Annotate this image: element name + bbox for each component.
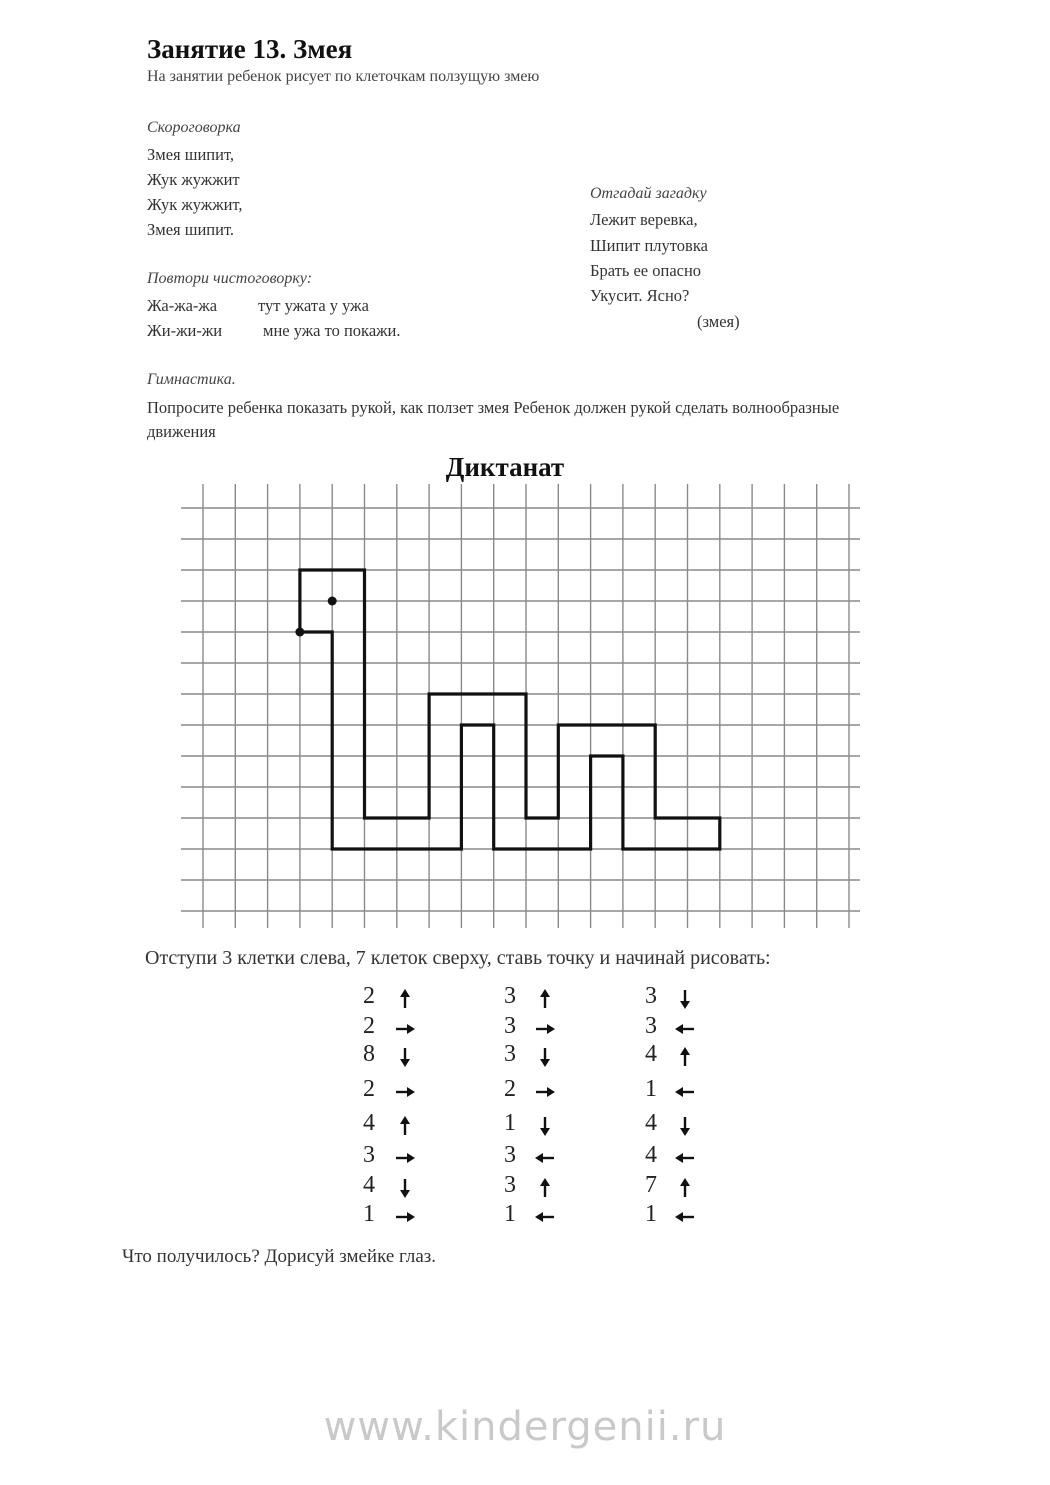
step-count: 3 — [645, 1013, 657, 1039]
arrow-left-icon — [533, 1205, 557, 1229]
arrow-down-icon — [393, 1176, 417, 1200]
gymnastics-heading: Гимнастика. — [147, 371, 236, 388]
step-count: 2 — [363, 1076, 375, 1102]
step-count: 3 — [504, 1013, 516, 1039]
arrow-down-icon — [673, 987, 697, 1011]
step-count: 7 — [645, 1172, 657, 1198]
riddle-heading: Отгадай загадку — [590, 185, 707, 202]
pure-twister-heading: Повтори чистоговорку: — [147, 270, 313, 287]
riddle-line: Шипит плутовка — [590, 236, 708, 255]
pure-twister-part-a: Жа-жа-жа — [147, 296, 218, 315]
intro-text: На занятии ребенок рисует по клеточкам ползущую змею — [147, 68, 540, 85]
arrow-down-icon — [533, 1045, 557, 1069]
closing-question: Что получилось? Дорисуй змейке глаз. — [122, 1246, 437, 1267]
arrow-left-icon — [673, 1017, 697, 1041]
step-count: 4 — [645, 1110, 657, 1136]
riddle-line: Укусит. Ясно? — [590, 286, 690, 305]
arrow-right-icon — [533, 1080, 557, 1104]
arrow-up-icon — [533, 987, 557, 1011]
arrow-right-icon — [393, 1146, 417, 1170]
step-count: 1 — [645, 1076, 657, 1102]
pure-twister-part-b: мне ужа то покажи. — [263, 321, 401, 340]
dictation-instruction: Отступи 3 клетки слева, 7 клеток сверху, ставь точку и начинай рисовать: — [145, 947, 771, 969]
step-count: 1 — [363, 1201, 375, 1227]
step-count: 3 — [504, 1142, 516, 1168]
tongue-twister-line: Змея шипит. — [147, 220, 235, 239]
step-count: 1 — [645, 1201, 657, 1227]
step-count: 8 — [363, 1041, 375, 1067]
step-count: 2 — [363, 1013, 375, 1039]
step-count: 1 — [504, 1201, 516, 1227]
arrow-down-icon — [393, 1045, 417, 1069]
step-count: 4 — [645, 1142, 657, 1168]
snake-eye-dot — [328, 597, 337, 606]
arrow-up-icon — [673, 1176, 697, 1200]
snake-path — [300, 570, 720, 849]
start-dot — [295, 628, 304, 637]
pure-twister-part-b: тут ужата у ужа — [258, 296, 369, 315]
watermark: www.kindergenii.ru — [323, 1404, 727, 1450]
step-count: 3 — [645, 983, 657, 1009]
arrow-left-icon — [673, 1080, 697, 1104]
arrow-left-icon — [673, 1205, 697, 1229]
tongue-twister-line: Жук жужжит — [147, 170, 240, 189]
step-count: 3 — [363, 1142, 375, 1168]
step-count: 1 — [504, 1110, 516, 1136]
arrow-down-icon — [533, 1114, 557, 1138]
grid-lines — [181, 484, 860, 928]
arrow-right-icon — [533, 1017, 557, 1041]
pure-twister-part-a: Жи-жи-жи — [147, 321, 223, 340]
riddle-line: Лежит веревка, — [590, 210, 698, 229]
tongue-twister-line: Змея шипит, — [147, 145, 235, 164]
arrow-up-icon — [533, 1176, 557, 1200]
step-count: 4 — [363, 1172, 375, 1198]
step-count: 3 — [504, 983, 516, 1009]
gymnastics-text: Попросите ребенка показать рукой, как ползет змея Ребенок должен рукой сделать волнообразные движения — [147, 398, 840, 441]
riddle-line: Брать ее опасно — [590, 261, 702, 280]
step-count: 3 — [504, 1041, 516, 1067]
step-count: 4 — [645, 1041, 657, 1067]
arrow-up-icon — [673, 1045, 697, 1069]
step-count: 2 — [363, 983, 375, 1009]
arrow-right-icon — [393, 1080, 417, 1104]
arrow-left-icon — [673, 1146, 697, 1170]
step-count: 3 — [504, 1172, 516, 1198]
tongue-twister-heading: Скороговорка — [147, 119, 241, 136]
step-count: 2 — [504, 1076, 516, 1102]
arrow-up-icon — [393, 987, 417, 1011]
arrow-up-icon — [393, 1114, 417, 1138]
arrow-right-icon — [393, 1205, 417, 1229]
riddle-answer: (змея) — [697, 312, 740, 331]
page-title: Занятие 13. Змея — [147, 34, 353, 64]
arrow-down-icon — [673, 1114, 697, 1138]
step-count: 4 — [363, 1110, 375, 1136]
arrow-right-icon — [393, 1017, 417, 1041]
dictation-title: Диктанат — [445, 452, 565, 482]
arrow-left-icon — [533, 1146, 557, 1170]
tongue-twister-line: Жук жужжит, — [147, 195, 243, 214]
